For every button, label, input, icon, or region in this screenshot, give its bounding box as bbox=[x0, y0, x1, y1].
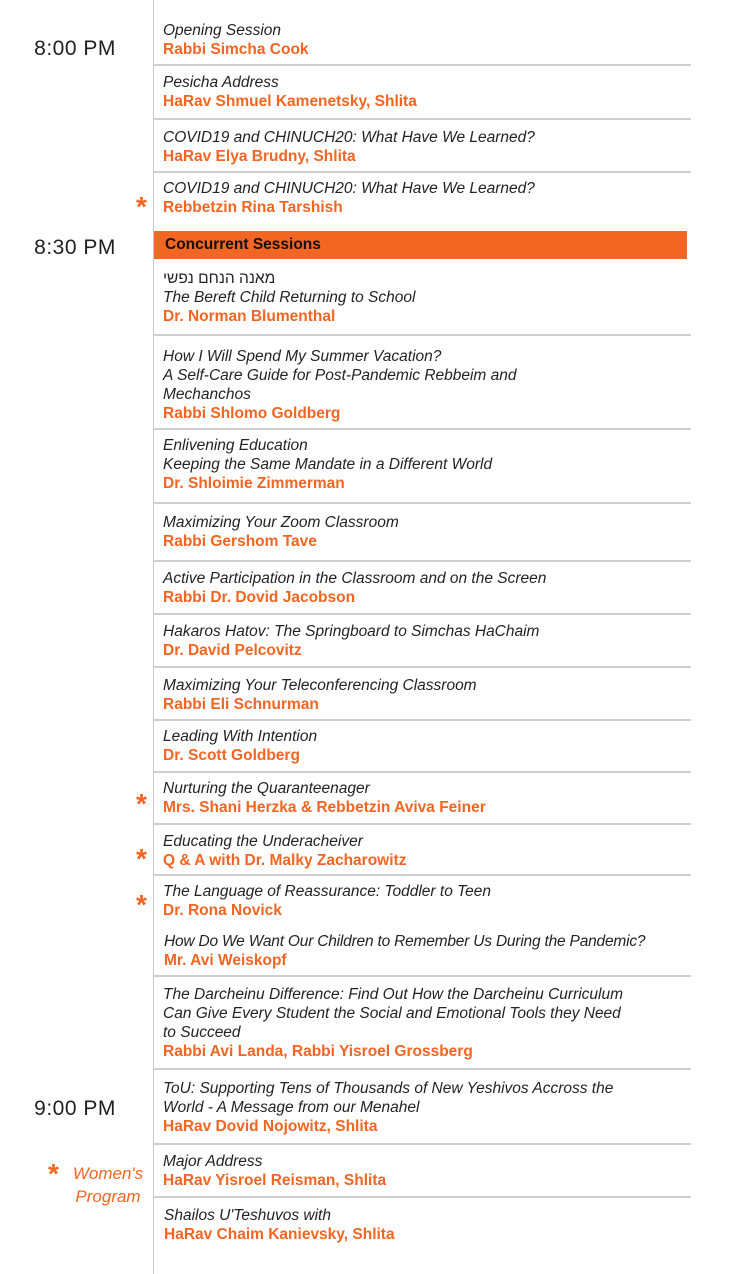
session-title: Educating the Underacheiver bbox=[163, 833, 363, 850]
session-title: Nurturing the Quaranteenager bbox=[163, 780, 370, 797]
session-title: Enlivening Education bbox=[163, 437, 308, 454]
session-speaker: Q & A with Dr. Malky Zacharowitz bbox=[163, 852, 407, 869]
session-speaker: Rabbi Shlomo Goldberg bbox=[163, 405, 341, 422]
session-item bbox=[163, 882, 738, 920]
divider bbox=[154, 771, 691, 773]
womens-program-star-icon: * bbox=[136, 191, 147, 222]
session-item bbox=[163, 128, 738, 166]
session-speaker: HaRav Chaim Kanievsky, Shlita bbox=[164, 1226, 395, 1243]
time-8-30: 8:30 PM bbox=[34, 236, 116, 259]
session-speaker: HaRav Elya Brudny, Shlita bbox=[163, 148, 356, 165]
concurrent-sessions-label: Concurrent Sessions bbox=[165, 236, 321, 253]
legend-star-icon: * bbox=[48, 1158, 59, 1189]
divider bbox=[154, 975, 691, 977]
divider bbox=[154, 613, 691, 615]
divider bbox=[154, 560, 691, 562]
session-title: How Do We Want Our Children to Remember Us During the Pandemic? bbox=[164, 933, 646, 950]
session-item bbox=[163, 622, 738, 660]
womens-program-star-icon: * bbox=[136, 889, 147, 920]
divider bbox=[154, 118, 691, 120]
legend-line-2: Program bbox=[75, 1187, 141, 1206]
session-speaker: Rebbetzin Rina Tarshish bbox=[163, 199, 343, 216]
session-item bbox=[163, 727, 738, 765]
session-speaker: HaRav Yisroel Reisman, Shlita bbox=[163, 1172, 387, 1189]
time-8-00: 8:00 PM bbox=[34, 37, 116, 60]
womens-program-star-icon: * bbox=[136, 843, 147, 874]
session-title: Active Participation in the Classroom and on the Screen bbox=[163, 570, 547, 587]
session-speaker: Mr. Avi Weiskopf bbox=[164, 952, 287, 969]
session-speaker: Dr. Scott Goldberg bbox=[163, 747, 300, 764]
divider bbox=[154, 874, 691, 876]
session-speaker: Rabbi Avi Landa, Rabbi Yisroel Grossberg bbox=[163, 1043, 473, 1060]
session-speaker: Rabbi Simcha Cook bbox=[163, 41, 309, 58]
session-speaker: Dr. Shloimie Zimmerman bbox=[163, 475, 345, 492]
session-title: Maximizing Your Teleconferencing Classroom bbox=[163, 677, 477, 694]
legend-line-1: Women's bbox=[72, 1164, 144, 1183]
divider bbox=[154, 334, 691, 336]
session-title: A Self-Care Guide for Post-Pandemic Rebbeim and bbox=[163, 367, 517, 384]
session-item bbox=[163, 832, 738, 870]
session-title: Maximizing Your Zoom Classroom bbox=[163, 514, 399, 531]
session-item bbox=[163, 269, 738, 326]
session-title: ToU: Supporting Tens of Thousands of New Yeshivos Accross the bbox=[163, 1080, 614, 1097]
divider bbox=[154, 1143, 691, 1145]
session-title: Opening Session bbox=[163, 22, 282, 39]
session-title: The Bereft Child Returning to School bbox=[163, 289, 416, 306]
divider bbox=[154, 502, 691, 504]
session-title: Pesicha Address bbox=[163, 74, 279, 91]
session-title: COVID19 and CHINUCH20: What Have We Learned? bbox=[163, 129, 535, 146]
session-speaker: Dr. Norman Blumenthal bbox=[163, 308, 336, 325]
session-hebrew-title: מאנה הנחם נפשי bbox=[163, 270, 276, 287]
session-title: Keeping the Same Mandate in a Different World bbox=[163, 456, 493, 473]
session-item bbox=[163, 347, 738, 423]
session-title: to Succeed bbox=[163, 1024, 241, 1041]
session-title: Can Give Every Student the Social and Emotional Tools they Need bbox=[163, 1005, 621, 1022]
session-speaker: Dr. David Pelcovitz bbox=[163, 642, 302, 659]
divider bbox=[154, 823, 691, 825]
divider bbox=[154, 171, 691, 173]
session-speaker: Dr. Rona Novick bbox=[163, 902, 282, 919]
session-title: Shailos U'Teshuvos with bbox=[164, 1207, 331, 1224]
session-title: Mechanchos bbox=[163, 386, 251, 403]
session-item bbox=[163, 569, 738, 607]
time-9-00: 9:00 PM bbox=[34, 1097, 116, 1120]
womens-program-legend bbox=[68, 1162, 148, 1208]
divider bbox=[154, 666, 691, 668]
session-title: World - A Message from our Menahel bbox=[163, 1099, 420, 1116]
session-speaker: HaRav Shmuel Kamenetsky, Shlita bbox=[163, 93, 417, 110]
session-item bbox=[164, 1206, 739, 1244]
session-title: The Darcheinu Difference: Find Out How the Darcheinu Curriculum bbox=[163, 986, 624, 1003]
womens-program-star-icon: * bbox=[136, 788, 147, 819]
session-item bbox=[163, 73, 738, 111]
divider bbox=[154, 428, 691, 430]
session-speaker: Rabbi Gershom Tave bbox=[163, 533, 317, 550]
session-title: COVID19 and CHINUCH20: What Have We Learned? bbox=[163, 180, 535, 197]
session-item bbox=[163, 779, 738, 817]
session-item bbox=[163, 436, 738, 493]
divider bbox=[154, 1068, 691, 1070]
session-title: Major Address bbox=[163, 1153, 263, 1170]
concurrent-sessions-header bbox=[154, 231, 687, 259]
session-item bbox=[163, 513, 738, 551]
session-title: How I Will Spend My Summer Vacation? bbox=[163, 348, 442, 365]
session-title: The Language of Reassurance: Toddler to Teen bbox=[163, 883, 492, 900]
session-item bbox=[163, 1152, 738, 1190]
timeline-divider bbox=[153, 0, 154, 1274]
divider bbox=[154, 64, 691, 66]
session-item bbox=[163, 1079, 738, 1136]
divider bbox=[154, 1196, 691, 1198]
session-speaker: HaRav Dovid Nojowitz, Shlita bbox=[163, 1118, 378, 1135]
session-title: Hakaros Hatov: The Springboard to Simchas HaChaim bbox=[163, 623, 540, 640]
session-item bbox=[163, 985, 738, 1061]
divider bbox=[154, 719, 691, 721]
session-speaker: Rabbi Dr. Dovid Jacobson bbox=[163, 589, 356, 606]
session-speaker: Rabbi Eli Schnurman bbox=[163, 696, 319, 713]
session-speaker: Mrs. Shani Herzka & Rebbetzin Aviva Feiner bbox=[163, 799, 486, 816]
session-item bbox=[163, 21, 738, 59]
session-item bbox=[164, 932, 746, 970]
session-item bbox=[163, 676, 738, 714]
session-item bbox=[163, 179, 738, 217]
session-title: Leading With Intention bbox=[163, 728, 318, 745]
